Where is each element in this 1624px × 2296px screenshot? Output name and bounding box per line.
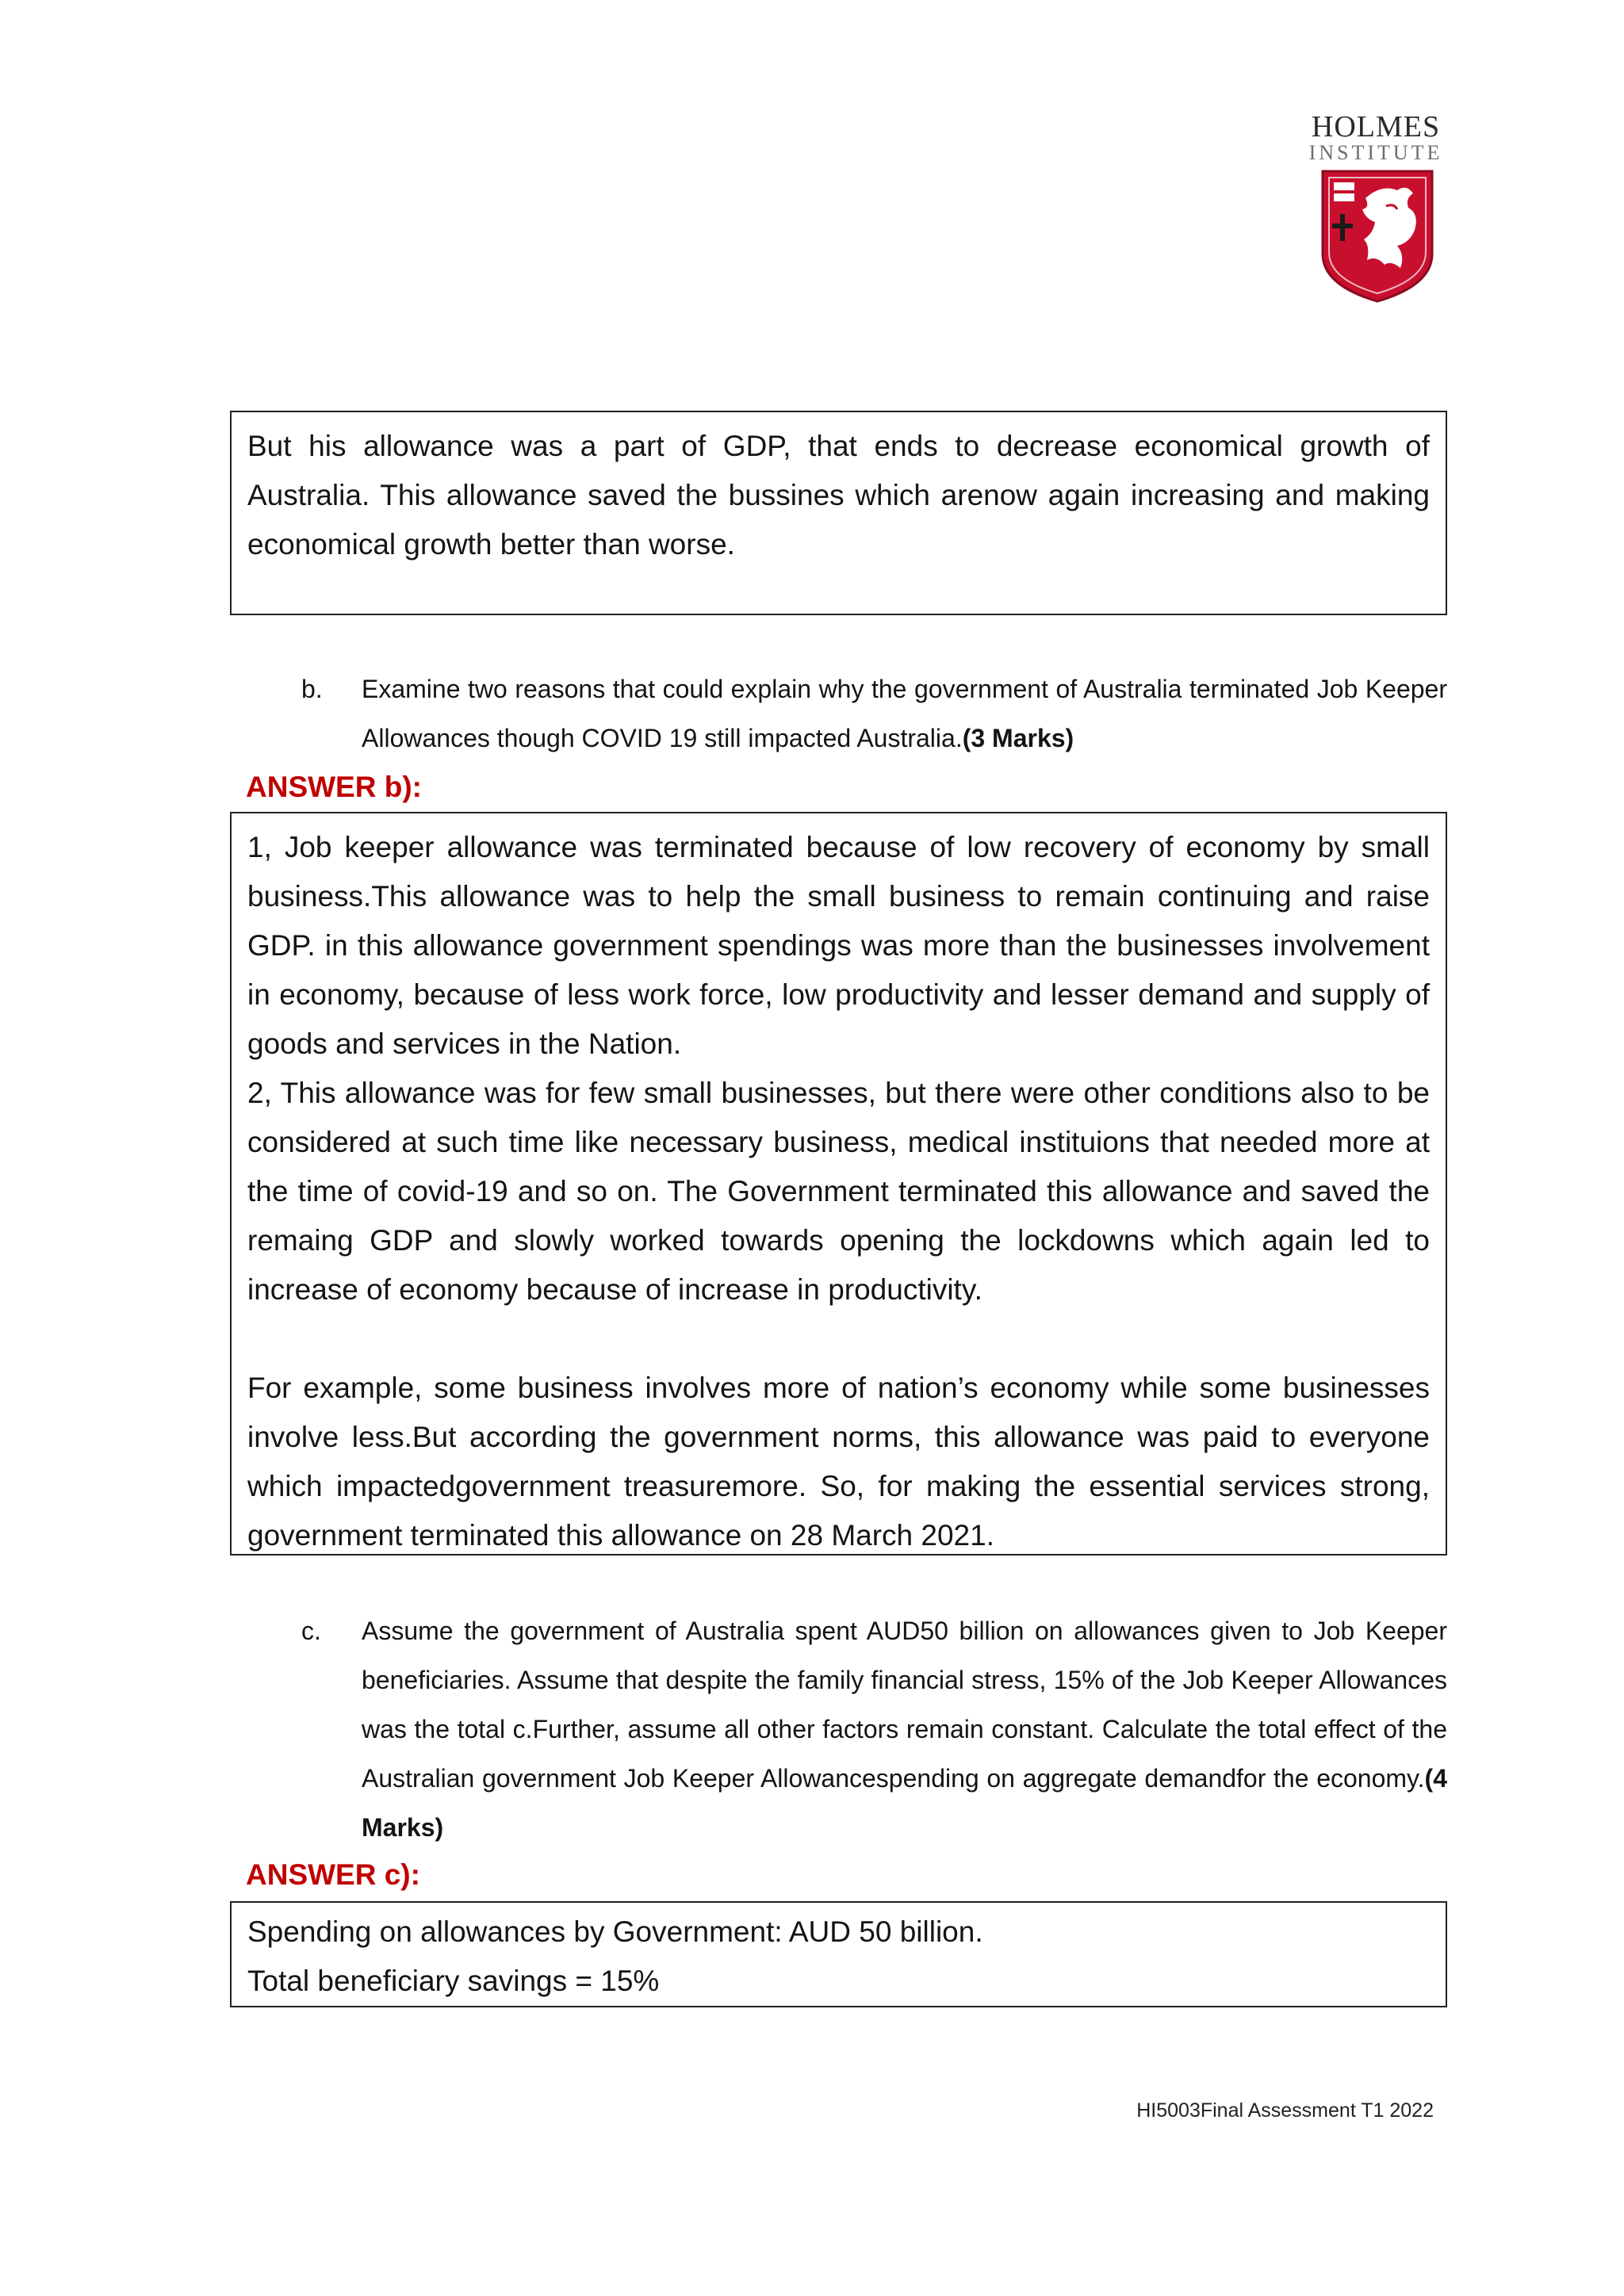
logo-subtitle: INSTITUTE bbox=[1308, 141, 1443, 164]
answer-b-label: ANSWER b): bbox=[246, 771, 422, 803]
question-c-marks: (4 Marks) bbox=[362, 1764, 1447, 1842]
question-b bbox=[301, 664, 1447, 763]
question-c-text-block bbox=[362, 1606, 1447, 1852]
answer-b-paragraph-2: 2, This allowance was for few small businesses, but there were other conditions also to be considered at such time like necessary business, medical instituions that needed more at the time of covid-19 and so on. The Government terminated this allowance and saved the remaing GDP and slowly worked towards opening the lockdowns which again led to increase of economy because of increase in productivity. bbox=[247, 1077, 1430, 1306]
answer-c-box bbox=[230, 1901, 1447, 2007]
answer-c-label: ANSWER c): bbox=[246, 1858, 420, 1891]
griffin-shield-icon bbox=[1318, 166, 1437, 305]
blank-line bbox=[247, 1314, 1430, 1364]
logo-wordmark: HOLMES bbox=[1311, 110, 1441, 144]
answer-c-line-1: Spending on allowances by Government: AUD 50 billion. bbox=[247, 1915, 983, 1948]
answer-c-line-2: Total beneficiary savings = 15% bbox=[247, 1965, 660, 1997]
question-c-letter: c. bbox=[301, 1617, 321, 1645]
question-c-text: Assume the government of Australia spent AUD50 billion on allowances given to Job Keeper beneficiaries. Assume that despite the family financial stress, 15% of the Job Keeper Allowances was the total c.Further, assume all other factors remain constant. Calculate the total effect of the Australian government Job Keeper Allowancespending on aggregate demandfor the economy. bbox=[362, 1617, 1447, 1793]
question-b-text: Examine two reasons that could explain why the government of Australia terminated Job Keeper Allowances though COVID 19 still impacted Australia. bbox=[362, 675, 1447, 752]
question-b-marks: (3 Marks) bbox=[962, 724, 1074, 752]
answer-a-paragraph: But his allowance was a part of GDP, that ends to decrease economical growth of Australia. This allowance saved the bussines which arenow again increasing and making economical growth better than worse. bbox=[247, 430, 1430, 561]
question-b-letter: b. bbox=[301, 675, 323, 703]
question-c bbox=[301, 1606, 1447, 1852]
page-footer: HI5003Final Assessment T1 2022 bbox=[1136, 2099, 1434, 2122]
answer-b-paragraph-3: For example, some business involves more of nation’s economy while some businesses involve less.But according the government norms, this allowance was paid to everyone which impactedgovernment treasuremore. So, for making the essential services strong, government terminated this allowance on 28 March 2021. bbox=[247, 1372, 1430, 1552]
answer-b-paragraph-1: 1, Job keeper allowance was terminated because of low recovery of economy by small business.This allowance was to help the small business to remain continuing and raise GDP. in this allowance government spendings was more than the businesses involvement in economy, because of less work force, low productivity and lesser demand and supply of goods and services in the Nation. bbox=[247, 831, 1430, 1060]
answer-a-box bbox=[230, 411, 1447, 615]
holmes-institute-logo bbox=[1308, 111, 1443, 305]
answer-b-box bbox=[230, 812, 1447, 1556]
question-b-text-block bbox=[362, 664, 1447, 763]
